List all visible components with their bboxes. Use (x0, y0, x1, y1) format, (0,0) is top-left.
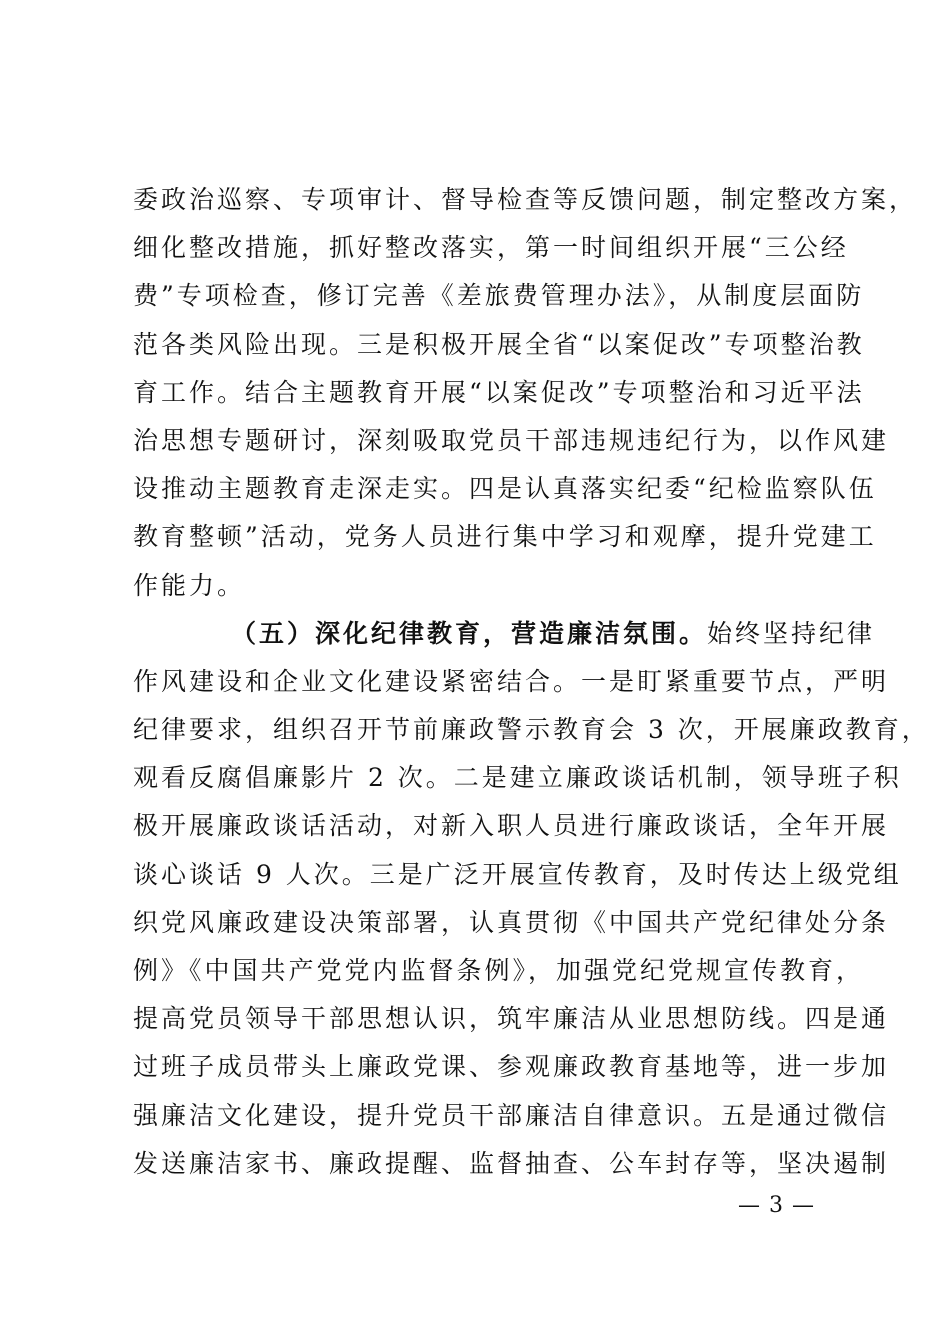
text-line: 作风建设和企业文化建设紧密结合。一是盯紧重要节点，严明 (133, 666, 890, 696)
paragraph-1 (133, 176, 918, 610)
text-line: 谈心谈话 9 人次。三是广泛开展宣传教育，及时传达上级党组 (133, 859, 902, 889)
text-line: 过班子成员带头上廉政党课、参观廉政教育基地等，进一步加 (133, 1052, 890, 1082)
text-line: 织党风廉政建设决策部署，认真贯彻《中国共产党纪律处分条 (133, 907, 890, 937)
page-number: — 3 — (738, 1193, 815, 1218)
text-line: 育工作。结合主题教育开展“以案促改”专项整治和习近平法 (133, 377, 865, 407)
text-line: 教育整顿”活动，党务人员进行集中学习和观摩，提升党建工 (133, 522, 877, 552)
text-line: 范各类风险出现。三是积极开展全省“以案促改”专项整治教 (133, 329, 865, 359)
text-line: 纪律要求，组织召开节前廉政警示教育会 3 次，开展廉政教育， (133, 715, 930, 745)
text-line: 治思想专题研讨，深刻吸取党员干部违规违纪行为，以作风建 (133, 425, 890, 455)
document-body (133, 176, 930, 1188)
section-heading: （五）深化纪律教育，营造廉洁氛围。 (231, 618, 708, 648)
text-line: 极开展廉政谈话活动，对新入职人员进行廉政谈话，全年开展 (133, 811, 890, 841)
text-line: 提高党员领导干部思想认识，筑牢廉洁从业思想防线。四是通 (133, 1004, 890, 1034)
text-line: 费”专项检查，修订完善《差旅费管理办法》，从制度层面防 (133, 281, 865, 311)
paragraph-2 (133, 610, 930, 1188)
text-line: 发送廉洁家书、廉政提醒、监督抽查、公车封存等，坚决遏制 (133, 1148, 890, 1178)
text-line: 作能力。 (133, 570, 246, 600)
text-line: 观看反腐倡廉影片 2 次。二是建立廉政谈话机制，领导班子积 (133, 763, 902, 793)
text-line: 例》《中国共产党党内监督条例》，加强党纪党规宣传教育， (133, 956, 865, 985)
text-line: 强廉洁文化建设，提升党员干部廉洁自律意识。五是通过微信 (133, 1100, 890, 1130)
section-first-line-text: 始终坚持纪律 (707, 618, 876, 648)
text-line: 细化整改措施，抓好整改落实，第一时间组织开展“三公经 (133, 233, 849, 263)
text-line: 委政治巡察、专项审计、督导检查等反馈问题，制定整改方案， (133, 185, 918, 214)
section-first-line (133, 610, 876, 658)
text-line: 设推动主题教育走深走实。四是认真落实纪委“纪检监察队伍 (133, 474, 877, 504)
